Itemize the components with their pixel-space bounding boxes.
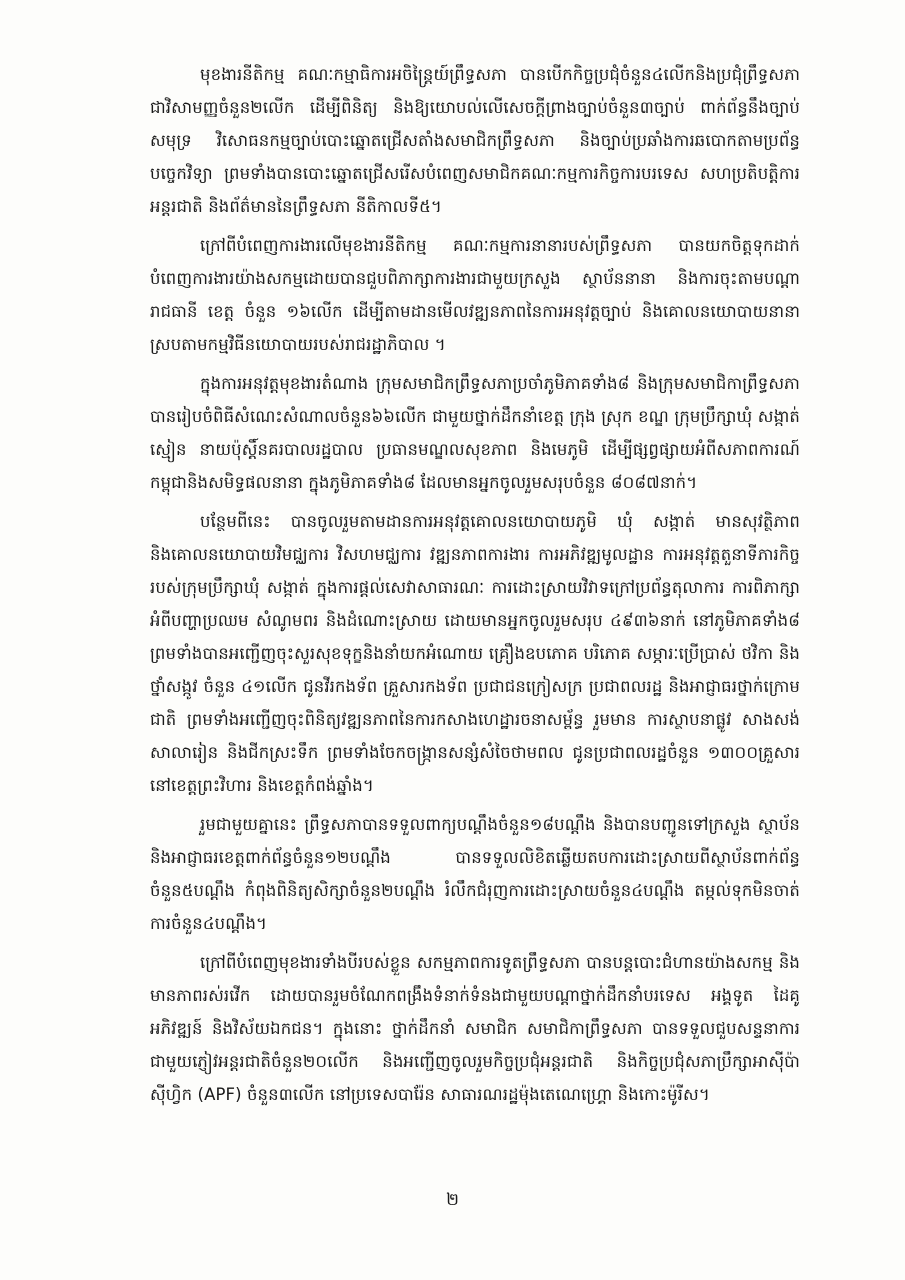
paragraph-oversight: ក្រៅពីបំពេញការងារលើមុខងារនីតិកម្ម គណៈកម្មការនានារបស់ព្រឹទ្ធសភា បានយកចិត្តទុកដាក់បំពេញការងារយ៉ាងសកម្មដោយបានជួបពិភាក្សាការងារជាមួយក្រសួង ស្ថាប័ននានា និងការចុះតាមបណ្តារាជធានី ខេត្ត ចំនួន ១៦លើក ដើម្បីតាមដានមើលវឌ្ឍនភាពនៃការអនុវត្តច្បាប់ និងគោលនយោបាយនានា ស្របតាមកម្មវិធីនយោបាយរបស់រាជរដ្ឋាភិបាល ។ [150, 236, 800, 354]
paragraph-representation: ក្នុងការអនុវត្តមុខងារតំណាង ក្រុមសមាជិកព្រឹទ្ធសភាប្រចាំភូមិភាគទាំង៨ និងក្រុមសមាជិកាព្រឹទ្ធសភា បានរៀបចំពិធីសំណេះសំណាលចំនួន៦៦លើក ជាមួយថ្នាក់ដឹកនាំខេត្ត ក្រុង ស្រុក ខណ្ឌ ក្រុមប្រឹក្សាឃុំ សង្កាត់ ស្មៀន នាយប៉ុស្តិ៍នគរបាលរដ្ឋបាល ប្រធានមណ្ឌលសុខភាព និងមេភូមិ ដើម្បីផ្សព្វផ្សាយអំពីសភាពការណ៍កម្ពុជានិងសមិទ្ធផលនានា ក្នុងភូមិភាគទាំង៨ ដែលមានអ្នកចូលរួមសរុបចំនួន ៨០៨៧នាក់។ [150, 374, 800, 492]
paragraph-local-policy: បន្ថែមពីនេះ បានចូលរួមតាមដានការអនុវត្តគោលនយោបាយភូមិ ឃុំ សង្កាត់ មានសុវត្ថិភាព និងគោលនយោបាយវិមជ្ឈការ វិសហមជ្ឈការ វឌ្ឍនភាពការងារ ការអភិវឌ្ឍមូលដ្ឋាន ការអនុវត្តតួនាទីភារកិច្ចរបស់ក្រុមប្រឹក្សាឃុំ សង្កាត់ ក្នុងការផ្តល់សេវាសាធារណៈ ការដោះស្រាយវិវាទក្រៅប្រព័ន្ធតុលាការ ការពិភាក្សាអំពីបញ្ហាប្រឈម សំណូមពរ និងដំណោះស្រាយ ដោយមានអ្នកចូលរួមសរុប ៤៩៣៦នាក់ នៅភូមិភាគទាំង៨ ព្រមទាំងបានអញ្ជើញចុះសួរសុខទុក្ខនិងនាំយកអំណោយ គ្រឿងឧបភោគ បរិភោគ សម្ភារៈប្រើប្រាស់ ថវិកា និងថ្នាំសង្កូវ ចំនួន ៤១លើក ជូនវីរកងទ័ព គ្រួសារកងទ័ព ប្រជាជនក្រៀសក្រ ប្រជាពលរដ្ឋ និងអាជ្ញាធរថ្នាក់ក្រោមជាតិ ព្រមទាំងអញ្ជើញចុះពិនិត្យវឌ្ឍនភាពនៃការកសាងហេដ្ឋារចនាសម្ព័ន្ធ រួមមាន ការស្ថាបនាផ្លូវ សាងសង់សាលារៀន និងជីកស្រះទឹក ព្រមទាំងចែកចង្ក្រានសន្សំសំចៃថាមពល ជូនប្រជាពលរដ្ឋចំនួន ១៣០០គ្រួសារ នៅខេត្តព្រះវិហារ និងខេត្តកំពង់ឆ្នាំង។ [150, 512, 800, 795]
paragraph-legislation: មុខងារនីតិកម្ម គណៈកម្មាធិការអចិន្ត្រៃយ៍ព្រឹទ្ធសភា បានបើកកិច្ចប្រជុំចំនួន៤លើកនិងប្រជុំព្រឹទ្ធសភាជាវិសាមញ្ញចំនួន២លើក ដើម្បីពិនិត្យ និងឱ្យយោបល់លើសេចក្តីព្រាងច្បាប់ចំនួន៣ច្បាប់ ពាក់ព័ន្ធនឹងច្បាប់សមុទ្រ វិសោធនកម្មច្បាប់បោះឆ្នោតជ្រើសតាំងសមាជិកព្រឹទ្ធសភា និងច្បាប់ប្រឆាំងការឆបោកតាមប្រព័ន្ធបច្ចេកវិទ្យា ព្រមទាំងបានបោះឆ្នោតជ្រើសរើសបំពេញសមាជិកគណៈកម្មការកិច្ចការបរទេស សហប្រតិបត្តិការអន្តរជាតិ និងព័ត៌មាននៃព្រឹទ្ធសភា នីតិកាលទី៥។ [150, 65, 800, 216]
page-number: ២ [446, 1190, 459, 1210]
paragraph-diplomacy: ក្រៅពីបំពេញមុខងារទាំងបីរបស់ខ្លួន សកម្មភាពការទូតព្រឹទ្ធសភា បានបន្តបោះជំហានយ៉ាងសកម្ម និងមានភាពរស់រវើក ដោយបានរួមចំណែកពង្រឹងទំនាក់ទំនងជាមួយបណ្តាថ្នាក់ដឹកនាំបរទេស អង្គទូត ដៃគូអភិវឌ្ឍន៍ និងវិស័យឯកជន។ ក្នុងនោះ ថ្នាក់ដឹកនាំ សមាជិក សមាជិកាព្រឹទ្ធសភា បានទទួលជួបសន្ទនាការជាមួយភ្ញៀវអន្តរជាតិចំនួន២០លើក និងអញ្ជើញចូលរួមកិច្ចប្រជុំអន្តរជាតិ និងកិច្ចប្រជុំសភាប្រឹក្សាអាស៊ីប៉ាស៊ីហ្វិក (APF) ចំនួន៣លើក នៅប្រទេសបារ៉ែន សាធារណរដ្ឋម៉ុងតេណេហ្គ្រោ និងកោះម៉ូរីស។ [150, 953, 800, 1104]
paragraph-complaints: រួមជាមួយគ្នានេះ ព្រឹទ្ធសភាបានទទួលពាក្យបណ្តឹងចំនួន១៨បណ្តឹង និងបានបញ្ជូនទៅក្រសួង ស្ថាប័ន និងអាជ្ញាធរខេត្តពាក់ព័ន្ធចំនួន១២បណ្តឹង បានទទួលលិខិតឆ្លើយតបការដោះស្រាយពីស្ថាប័នពាក់ព័ន្ធចំនួន៥បណ្តឹង កំពុងពិនិត្យសិក្សាចំនួន២បណ្តឹង រំលឹកជំរុញការដោះស្រាយចំនួន៤បណ្តឹង តម្កល់ទុកមិនចាត់ការចំនួន៤បណ្តឹង។ [150, 815, 800, 933]
document-body [150, 58, 800, 1117]
